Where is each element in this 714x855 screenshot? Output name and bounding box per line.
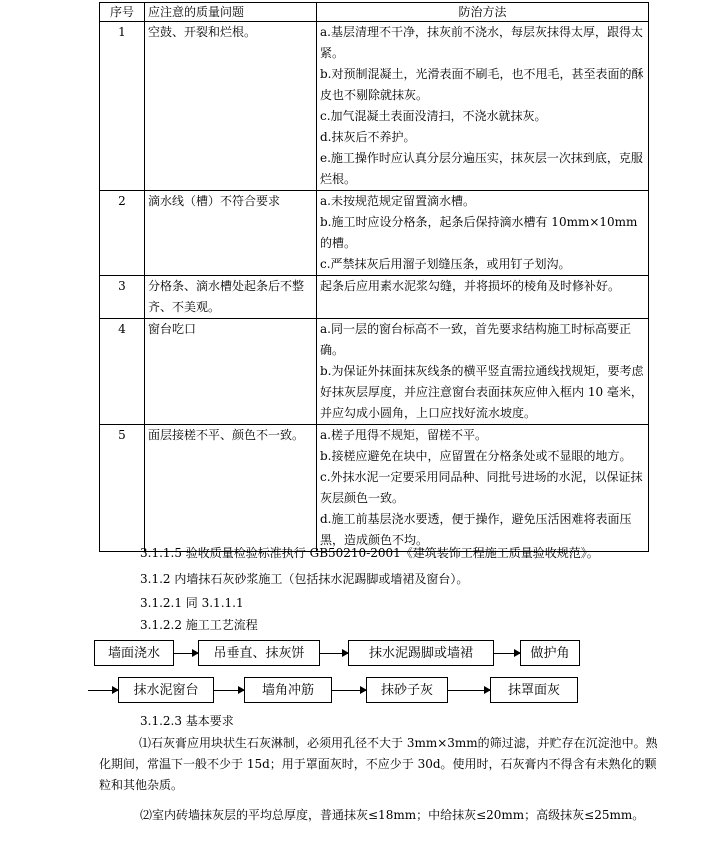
para-3-1-2: 3.1.2 内墙抹石灰砂浆施工（包括抹水泥踢脚或墙裙及窗台）。	[140, 572, 469, 586]
prevention-item: a.槎子甩得不规矩，留槎不平。	[320, 428, 487, 442]
quality-issue: 滴水线（槽）不符合要求	[145, 191, 317, 276]
prevention-item: c.加气混凝土表面没清扫，不浇水就抹灰。	[320, 109, 547, 123]
flow-arrow	[320, 653, 348, 654]
prevention-method	[317, 276, 649, 319]
table-row	[100, 191, 649, 276]
quality-issue: 窗台吃口	[145, 319, 317, 425]
flow-step-8: 抹罩面灰	[490, 677, 578, 703]
prevention-item: b.对预制混凝土，光滑表面不刷毛，也不甩毛，甚至表面的酥皮也不剔除就抹灰。	[320, 67, 644, 102]
row-number: 4	[100, 319, 145, 425]
para-3-1-2-3: 3.1.2.3 基本要求	[140, 714, 234, 728]
prevention-method	[317, 425, 649, 552]
flow-arrow	[88, 690, 118, 691]
prevention-item: a.未按规范规定留置滴水槽。	[320, 194, 475, 208]
prevention-item: e.施工操作时应认真分层分遍压实，抹灰层一次抹到底，克服烂根。	[320, 151, 643, 186]
prevention-item: a.基层清理不干净，抹灰前不浇水，每层灰抹得太厚，跟得太紧。	[320, 25, 643, 60]
row-number: 1	[100, 22, 145, 191]
quality-issue: 分格条、滴水槽处起条后不整齐、不美观。	[145, 276, 317, 319]
prevention-item: b.为保证外抹面抹灰线条的横平竖直需拉通线找规矩，要考虑好抹灰层厚度，并应注意窗台表面抹灰应伸入框内 10 毫米，并应勾成小圆角，上口应找好流水坡度。	[320, 364, 644, 420]
para-plaster-thickness: ⑵室内砖墙抹灰层的平均总厚度，普通抹灰≤18mm；中给抹灰≤20mm；高级抹灰≤25mm。	[140, 808, 645, 822]
quality-issues-table	[99, 2, 649, 552]
table-row	[100, 22, 649, 191]
prevention-item: c.外抹水泥一定要采用同品种、同批号进场的水泥，以保证抹灰层颜色一致。	[320, 470, 643, 505]
prevention-method	[317, 22, 649, 191]
prevention-item: b.施工时应设分格条，起条后保持滴水槽有 10mm×10mm 的槽。	[320, 215, 638, 250]
quality-issue: 空鼓、开裂和烂根。	[145, 22, 317, 191]
col-header-no: 序号	[100, 3, 145, 22]
prevention-item: b.接槎应避免在块中，应留置在分格条处或不显眼的地方。	[320, 449, 632, 463]
prevention-item: d.抹灰后不养护。	[320, 130, 416, 144]
para-lime-paste: ⑴石灰膏应用块状生石灰淋制，必须用孔径不大于 3mm×3mm的筛过滤，并贮存在沉淀池中。熟化期间，常温下一般不少于 15d；用于罩面灰时，不应少于 30d。使用时，石灰膏内不得含有未熟化的颗粒和其他杂质。	[99, 736, 658, 792]
prevention-item: 起条后应用素水泥浆勾缝，并将损坏的棱角及时修补好。	[320, 279, 621, 293]
prevention-method	[317, 191, 649, 276]
prevention-item: a.同一层的窗台标高不一致，首先要求结构施工时标高要正确。	[320, 322, 631, 357]
flow-arrow	[174, 653, 198, 654]
flow-step-3: 抹水泥踢脚或墙裙	[348, 640, 494, 666]
prevention-item: c.严禁抹灰后用溜子划缝压条，或用钉子划沟。	[320, 257, 571, 271]
flow-arrow	[332, 690, 366, 691]
table-row	[100, 319, 649, 425]
para-3-1-2-2: 3.1.2.2 施工工艺流程	[140, 618, 258, 632]
table-row	[100, 425, 649, 552]
row-number: 2	[100, 191, 145, 276]
row-number: 3	[100, 276, 145, 319]
flow-step-1: 墙面浇水	[94, 640, 174, 666]
para-3-1-1-5: 3.1.1.5 验收质量检验标准执行 GB50210-2001《建筑装饰工程施工质量验收规范》。	[140, 546, 599, 560]
row-number: 5	[100, 425, 145, 552]
flow-arrow	[214, 690, 244, 691]
flow-arrow	[494, 653, 520, 654]
flow-step-4: 做护角	[520, 640, 580, 666]
prevention-item: d.施工前基层浇水要透，便于操作，避免压活困难将表面压黑，造成颜色不均。	[320, 512, 632, 547]
col-header-issue: 应注意的质量问题	[145, 3, 317, 22]
table-header-row	[100, 3, 649, 22]
flow-step-5: 抹水泥窗台	[118, 677, 214, 703]
prevention-method	[317, 319, 649, 425]
quality-issue: 面层接槎不平、颜色不一致。	[145, 425, 317, 552]
table-row	[100, 276, 649, 319]
flow-arrow	[448, 690, 490, 691]
flow-step-2: 吊垂直、抹灰饼	[198, 640, 320, 666]
flow-step-6: 墙角冲筋	[244, 677, 332, 703]
para-3-1-2-1: 3.1.2.1 同 3.1.1.1	[140, 596, 244, 610]
col-header-fix: 防治方法	[317, 3, 649, 22]
flow-step-7: 抹砂子灰	[366, 677, 448, 703]
